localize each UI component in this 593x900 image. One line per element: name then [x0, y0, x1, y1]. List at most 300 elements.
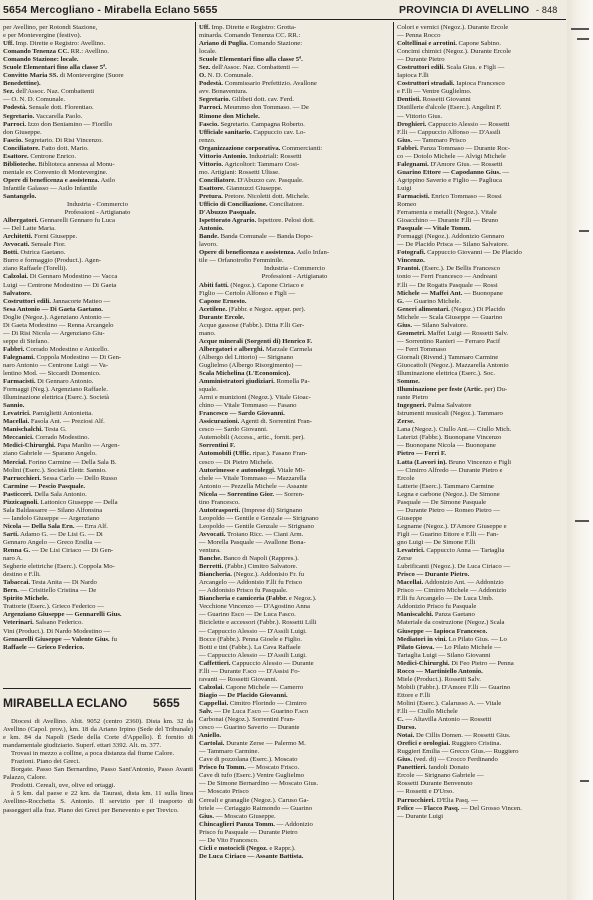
entry-line — [3, 80, 192, 88]
entry-line: Concimi chimici (Negoz.). Durante Ercole — [397, 48, 512, 56]
entry-category: Coltellinai e arrotini. — [397, 40, 457, 48]
entry-line: Antonio — Pezzella Michele — Assante — [199, 482, 308, 490]
entry-category: Fotografi. — [397, 249, 426, 257]
entry-category: Salvatore. — [3, 289, 32, 297]
entry-category: Pretura. — [199, 192, 223, 200]
entry-line: Albergatori e alberghi. Marzale Carmela — [199, 345, 313, 353]
entry-line: Vittorio. Agricoltori: Tammaro Cosi- — [199, 160, 300, 168]
header-right: PROVINCIA DI AVELLINO — [399, 4, 530, 16]
entry-category: Tabaccai. — [3, 579, 31, 587]
entry-line: Biblioteche. Biblioteca annessa al Monu- — [3, 160, 115, 168]
entry-line — [199, 732, 390, 740]
entry-line: Opere di beneficenza e assistenza. Asilo — [3, 176, 116, 184]
entry-line: — Ferri Tommaso — [397, 345, 447, 353]
entry-line: Convitto Maria SS. di Montevergine (Suore — [3, 72, 124, 80]
entry-category: Autotrasporti. — [199, 506, 241, 514]
entry-category: Gius. — [199, 812, 215, 820]
entry-line — [199, 314, 390, 322]
entry-category: Giuseppe — Iapioca Francesco. — [397, 627, 488, 635]
entry-line: Gius. — Moscato Giuseppe. — [199, 812, 276, 820]
entry-category: Gius. — [397, 321, 413, 329]
entry-category: Vittorio. — [199, 160, 224, 168]
entry-category: Orefici e orologiai. — [397, 740, 451, 748]
entry-line: Sarti. Adamo G. — De Lisi G. — Di — [3, 530, 103, 538]
entry-line: Illuminazione elettrica (Eserc.). Soc. — [397, 370, 496, 378]
section-number: 5655 — [153, 696, 180, 710]
entry-line: Illuminazione per feste (Artic. per) Du- — [397, 386, 508, 394]
entry-line: Geometri. Maffei Luigi — Rossetti Salv. — [397, 329, 509, 337]
entry-category: Berretti. — [199, 563, 224, 571]
entry-line: Uff. Imp. Dirette e Registro: Avellino. — [3, 40, 106, 48]
entry-category: Parrucchieri. — [3, 474, 42, 482]
entry-line: Ingegneri. Palma Salvatore — [397, 402, 472, 410]
entry-category: Acetilene. — [199, 305, 228, 313]
page-number: - 848 — [536, 5, 558, 15]
entry-category: Sorrentini F. — [199, 442, 236, 450]
entry-line: Parroci. Meummo don Tommaso. — De — [199, 104, 309, 112]
entry-line: — De Simone Bernardino — Moscato Gius. — [199, 780, 319, 788]
entry-category: Segretario. — [199, 96, 231, 104]
entry-category: Assicurazioni. — [199, 418, 240, 426]
entry-line: Laterizi (Fabbr.). Buonopane Vincenzo — [397, 434, 502, 442]
entry-line: — Vittorio Gius. — [397, 112, 442, 120]
entry-line — [3, 306, 192, 314]
column-rule — [393, 22, 394, 900]
entry-line: lavoro. — [199, 241, 218, 249]
entry-line: Romeo — [397, 201, 417, 209]
entry-line — [3, 644, 192, 652]
entry-line: Gius. — Tammaro Prisco — [397, 136, 466, 144]
entry-line — [397, 571, 565, 579]
entry-line: Ispettorato Agrario. Ispettore. Pelosi dott. — [199, 217, 315, 225]
entry-line: O. N. D. Comunale. — [199, 72, 254, 80]
entry-line: Generi alimentari. (Negoz.) Di Placido — [397, 305, 506, 313]
entry-line: Notai. De Cillis Domen. — Rossetti Gius. — [397, 732, 511, 740]
entry-line: Vecchione Vincenzo — D'Agostino Anna — [199, 603, 310, 611]
entry-line: Lubrificanti (Negoz.). De Luca Ciriaco — — [397, 563, 511, 571]
entry-category: Autorimesse e autonoleggi. — [199, 466, 276, 474]
entry-line: Ufficio di Conciliazione. Conciliatore. — [199, 201, 304, 209]
entry-category: Prisco fu Tomm. — [199, 764, 246, 772]
entry-line: — Buonopane Nicola — Buonopane — [397, 442, 496, 450]
entry-line — [3, 56, 192, 64]
entry-category: Somme. — [397, 378, 420, 386]
entry-category: Durso. — [397, 724, 417, 732]
entry-category: Farmacisti. — [397, 192, 430, 200]
entry-line: Medici-Chirurghi. Di Feo Pietro — Penna — [397, 659, 514, 667]
entry-line: naro Antonio — Centrone Luigi — Va- — [3, 361, 109, 369]
entry-line: Parrucchieri. D'Elia Pasq. — — [397, 796, 478, 804]
entry-category: Albergatori. — [3, 217, 39, 225]
entry-line: tonio — Ferri Francesco — Andreani — [397, 273, 498, 281]
entry-category: Pizzicagnoli. — [3, 498, 39, 506]
entry-line: Uff. Imp. Dirette e Registro: Grotta- — [199, 24, 297, 31]
entry-line: Nicola — Sorrentino Gior. — Sorren- — [199, 490, 305, 498]
entry-line: Macellai. Fasola Ant. — Preziosi Alf. — [3, 418, 105, 426]
entry-category: Uff. — [199, 24, 210, 31]
entry-line: cesco — Sardo Giovanni. — [199, 426, 268, 434]
entry-line: Latta (Lavori in). Bruno Vincenzo e Figli — [397, 458, 512, 466]
entry-category: Vincenzo. — [397, 257, 425, 265]
entry-line: Levatrici. Pamiglietti Antonietta. — [3, 410, 93, 418]
entry-category: Durante Ercole. — [199, 313, 245, 321]
entry-category: Avvocati. — [3, 241, 30, 249]
entry-category: Macellai. — [397, 579, 424, 587]
entry-category: Ufficiale sanitario. — [199, 128, 252, 136]
entry-line: minarda. Comando Tenenza CC. RR.: — [199, 32, 301, 40]
entry-line: Acetilene. (Fabbr. e Negoz. appar. per). — [199, 305, 306, 313]
entry-line: Guarino Ettore — Capodanno Gius. — — [397, 168, 510, 176]
entry-category: Panettieri. — [397, 764, 427, 772]
column-middle — [199, 24, 390, 898]
entry-line: Biancheria. (Negoz.). Addonisio Fr. fu — [199, 571, 305, 579]
entry-line: Comando Tenenza CC. RR.: Avellino. — [3, 48, 109, 56]
entry-category: Cicli e motocicli (Negoz. — [199, 844, 268, 852]
entry-line — [397, 450, 565, 458]
entry-line: Mobili (Fabbr.). D'Amore F.lli — Guarino — [397, 683, 511, 691]
entry-category: Falegnami. — [3, 353, 35, 361]
entry-line: Fotografi. Cappuccio Giovanni — De Placido — [397, 249, 522, 257]
entry-line: Frantoi. (Eserc.). De Bellis Francesco — [397, 265, 501, 273]
entry-line: Pretura. Pretore. Nicoletti dott. Michele. — [199, 192, 310, 200]
entry-category: Ingegneri. — [397, 402, 427, 410]
entry-line: Ufficiale sanitario. Cappuccio cav. Lo- — [199, 128, 306, 136]
entry-line: — Cimirro Alfredo — Durante Pietro e — [397, 466, 503, 474]
entry-line: Michele — Maffei Ant. — Buonopane — [397, 289, 503, 297]
entry-line: — Durante Pietro — Romeo Pietro — — [397, 506, 500, 514]
entry-category: Meccanici. — [3, 434, 34, 442]
entry-line: — De Placido Prisca — Silano Salvatore. — [397, 241, 509, 249]
entry-category: Geometri. — [397, 329, 426, 337]
entry-line: Di Gaeta Modestino — Renna Arcangelo — [3, 321, 114, 329]
entry-line: Molini (Eserc.). Società Elettr. Sannio. — [3, 466, 107, 474]
column-right — [397, 24, 565, 898]
entry-line — [3, 611, 192, 619]
entry-line: Veterinari. Salsano Federico. — [3, 619, 83, 627]
entry-line: Dentisti. Rossetti Giovanni — [397, 96, 471, 104]
entry-category: Guarino Ettore — Capodanno Gius. — [397, 168, 501, 176]
column-rule — [195, 22, 196, 900]
entry-line: lentino Mod. — Siccardi Domenico. — [3, 370, 101, 378]
entry-category: Gius. — [397, 756, 413, 764]
entry-line: Legna e carbone (Negoz.). De Simone — [397, 490, 500, 498]
entry-line: Maniscalchi. Panza Gaetano — [397, 611, 475, 619]
entry-line: Istrumenti musicali (Negoz.). Tammaro — [397, 410, 503, 418]
entry-line: — Durante Luigi — [397, 812, 444, 820]
description-paragraph: Diocesi di Avellino. Abit. 9052 (centro 2360). Dista km. 32 da Avellino (Capol. prov.), km. 18 da Ariano Irpino (Sede del Tribunale) e km. 84 da Napoli (Sede della Corte d'Appello). È fornito di mandamentale giudiziario. Superf. ettari 3392. Alt. m. 377. — [3, 718, 193, 750]
entry-line: Meccanici. Corrado Modestino. — [3, 434, 90, 442]
entry-category: Frantoi. — [397, 265, 421, 273]
entry-category: Spirito Michele. — [3, 595, 49, 603]
entry-category: Argenziano Giuseppe — Gennarelli Gius. — [3, 611, 122, 619]
entry-category: Calzolai. — [3, 273, 29, 281]
entry-category: Manischalchi. — [3, 426, 43, 434]
entry-category: Fascio. — [3, 136, 23, 144]
entry-line: — Sorrentino Ranieri — Ferraro Pacif — [397, 337, 501, 345]
entry-line: Materiale da costruzione (Negoz.) Scala — [397, 619, 505, 627]
entry-category: Latta (Lavori in). — [397, 458, 447, 466]
entry-line: Gennarelli Giuseppe — Valente Gius. fu — [3, 635, 117, 643]
entry-line: Carbonai (Negoz.). Sorrentini Fran- — [199, 716, 296, 724]
entry-line: ravanti — Rossetti Giovanni. — [199, 675, 278, 683]
entry-category: Mercial. — [3, 458, 27, 466]
entry-category: Fascio. — [199, 120, 219, 128]
entry-line: Molini (Eserc.). Calarusso A. — Vitale — [397, 699, 502, 707]
entry-line: Nicola — Della Sala Ern. — Erra Alf. — [3, 522, 108, 530]
entry-category: Nicola — Sorrentino Gior. — [199, 490, 275, 498]
entry-line — [199, 209, 390, 217]
entry-line: Latterie (Eserc.). Tammaro Carmine — [397, 482, 494, 490]
entry-line: Gioacchino — Durante F.lli — Bruno — [397, 217, 499, 225]
section-description — [3, 718, 193, 815]
entry-line: Falegnami. Coppola Modestino — Di Gen- — [3, 353, 122, 361]
entry-category: Michele — Maffei Ant. — [397, 289, 463, 297]
entry-line: Cappellai. Cimitro Florindo — Cimirro — [199, 699, 307, 707]
entry-line: — O. N. D. Comunale. — [3, 96, 66, 104]
entry-line — [199, 692, 390, 700]
entry-category: Convitto Maria SS. — [3, 72, 59, 80]
entry-line: Ercole — Sirignano Gabriele — — [397, 772, 484, 780]
entry-category: Renna G. — [3, 547, 31, 555]
entry-line: Levatrici. Cappuccio Anna — Tartaglia — [397, 547, 505, 555]
edge-mark — [575, 520, 589, 522]
entry-line: destino e F.lli. — [3, 571, 41, 579]
entry-line: Prisco fu Tomm. — Moscato Frisco. — [199, 764, 300, 772]
entry-category: Scuole Elementari fino alla classe 5ª. — [199, 56, 303, 64]
entry-category: Antonio. — [199, 225, 224, 233]
entry-line: Botti e tini (Fabbr.). La Cava Raffaele — [199, 643, 301, 651]
entry-line — [397, 724, 565, 732]
entry-line: tino Francesco. — [199, 498, 240, 506]
entry-line: C. — Altavilla Antonio — Rossetti — [397, 716, 492, 724]
entry-line: (Albergo del Littorio) — Sirignano — [199, 353, 294, 361]
entry-line — [199, 56, 390, 64]
entry-line — [199, 853, 390, 861]
entry-category: Opere di beneficenza e assistenza. — [199, 249, 296, 257]
entry-line: — Di Risi Nicola — Argenziano Giu- — [3, 329, 105, 337]
entry-line: Leopoldo — Gentile Genzale — Sirignano — [199, 522, 314, 530]
entry-line: avv. Bonaventura. — [199, 88, 248, 96]
entry-line: Pasquale — De Simone Pasquale — [397, 498, 487, 506]
entry-category: Avvocati. — [199, 530, 226, 538]
entry-line: Legname (Negoz.). D'Amore Giuseppe e — [397, 522, 507, 530]
entry-category: Podestà. — [3, 104, 27, 112]
entry-line: Biciclette e accessori (Fabbr.). Rossetti Lilli — [199, 619, 317, 627]
entry-line: Acque gassose (Fabbr.). Ditta F.lli Ger- — [199, 321, 305, 329]
entry-line: — Guarino Esco — De Luca Fasco. — [199, 611, 296, 619]
entry-category: Conciliatore. — [3, 144, 40, 152]
entry-line: naro A. — [3, 555, 23, 563]
description-paragraph: à 5 km. dal paese e 22 km. da Taurasi, dista km. 11 sulla linea Avellino-Rocchetta S. Antonio. Il servizio per il trasporto di passeggeri alla fraz. Piano dei Greci per Benevento e per Trevico. — [3, 790, 193, 814]
entry-category: Rimone don Michele. — [199, 112, 260, 120]
entry-line: Fascio. Segretario. Di Risi Vincenzo. — [3, 136, 103, 144]
entry-line: Ettore e F.lli — [397, 691, 431, 699]
entry-line: Podestà. Commissario Prefettizio. Avallone — [199, 80, 317, 88]
entry-line: F.lli fu Arcangelo — De Luca Umb. — [397, 595, 494, 603]
entry-line: Sez. dell'Assoc. Naz. Combattenti — [3, 88, 95, 96]
section-title — [3, 696, 193, 710]
entry-line: Figlio — Certolo Alfonso e Figli — — [199, 289, 296, 297]
entry-line — [3, 290, 192, 298]
entry-line: Farmacisti. Enrico Tommaso — Rossi — [397, 192, 502, 200]
entry-line: Conciliatore. D'Abuzzo cav. Pasquale. — [199, 176, 304, 184]
entry-line: Droghieri. Cappuccio Alessio — Rossetti — [397, 120, 510, 128]
entry-category: Prisco — Durante Pietro. — [397, 571, 470, 579]
entry-category: Esattore. — [3, 152, 29, 160]
entry-category: Pietro — Ferri F. — [397, 450, 447, 458]
entry-line: Ercole — [397, 474, 415, 482]
scan-edge — [567, 0, 593, 900]
entry-line: Luigi — [397, 184, 412, 192]
edge-mark — [571, 28, 589, 30]
entry-category: O. — [199, 72, 206, 80]
entry-category: Capone Ernesto. — [199, 297, 247, 305]
entry-line: rante Pietro — [397, 394, 429, 402]
entry-line: Pilato Giova. — Lo Pilato Michele — — [397, 643, 501, 651]
entry-category: Bern. — [3, 587, 19, 595]
entry-line: Prisco fu Pasquale — Durante Pietro — [199, 828, 298, 836]
entry-line: Autotrasporti. (Imprese di) Sirignano — [199, 506, 303, 514]
edge-mark — [579, 230, 589, 232]
entry-category: Pilato Giova. — [397, 643, 435, 651]
entry-line: Vini (Product.). Di Nardo Modestino — — [3, 627, 111, 635]
entry-line: F.lli — De Rogatis Pasquale — Rossi — [397, 281, 498, 289]
entry-line: F.lli — Cappuccio Alfonso — D'Assili — [397, 128, 501, 136]
subheading: Professioni - Artigianato — [64, 209, 131, 217]
description-paragraph: Frazioni. Piano dei Greci. — [11, 758, 80, 766]
entry-line: cesco — Di Pietro Michele. — [199, 458, 274, 466]
entry-line: Cereali e granaglie (Negoz.). Caruso Ga- — [199, 796, 309, 804]
entry-category: Benedettine). — [3, 80, 41, 88]
entry-line — [199, 338, 390, 346]
entry-line: locale. — [199, 48, 217, 56]
entry-category: Aniello. — [199, 732, 222, 740]
entry-line: Bocce (Fabbr.). Penna Gioele e Figlio. — [199, 635, 302, 643]
description-paragraph: Borgate. Passo San Bernardino, Passo Sant'Antonio, Passo Avanti Palazzo, Calore. — [3, 766, 193, 782]
entry-category: Calzolai. — [199, 683, 225, 691]
entry-line: mano. — [199, 329, 216, 337]
entry-category: Parroci. — [199, 104, 223, 112]
entry-line: Banche. Banco di Napoli (Rappres.). — [199, 555, 299, 563]
entry-line — [3, 402, 192, 410]
entry-line: Assicurazioni. Agenti di. Sorrentini Fran- — [199, 418, 312, 426]
entry-line: — Addonisio Prisco fu Pasquale. — [199, 587, 288, 595]
entry-category: Medici-Chirurghi. — [3, 442, 56, 450]
entry-line: ziano Gabriele — Sparano Angelo. — [3, 450, 97, 458]
entry-line: renzo. — [199, 136, 216, 144]
header-rule — [0, 19, 566, 20]
entry-line: Fabbri. Corrado Modestino e Anicello. — [3, 345, 109, 353]
entry-category: Pasquale — Vitale Tomm. — [397, 225, 471, 233]
entry-line: mo. Artigiani: Rossetti Ulisse. — [199, 168, 280, 176]
entry-line: Conciliatore. Fatto dott. Mario. — [3, 144, 89, 152]
entry-line — [199, 442, 390, 450]
entry-category: Generi alimentari. — [397, 305, 450, 313]
entry-category: De Luca Ciriaco — Assante Battista. — [199, 852, 304, 860]
entry-line: Vittorio Antonio. Industriali: Rossetti — [199, 152, 302, 160]
entry-line: Renna G. — De Lisi Ciriaco — Di Gen- — [3, 547, 114, 555]
entry-category: Banche. — [199, 555, 222, 563]
entry-category: Sez. — [199, 64, 211, 72]
entry-line: Botti. Ostrica Gaetano. — [3, 249, 66, 257]
entry-category: Parroci. — [3, 120, 27, 128]
entry-line: Segherie elettriche (Eserc.). Coppola Mo- — [3, 563, 115, 571]
entry-line: Prisco — Cimirro Michele — Addonizio — [397, 587, 507, 595]
entry-category: Gennarelli Giuseppe — Valente Gius. — [3, 635, 110, 643]
entry-line — [397, 628, 565, 636]
entry-line: Biancheria e camiceria (Fabbr. e Negoz.). — [199, 595, 317, 603]
entry-line: Armi e munizioni (Negoz.). Vitale Gioac- — [199, 394, 311, 402]
entry-line: Parrucchieri. Sessa Carlo — Dello Russo — [3, 474, 118, 482]
entry-line: cesco — Guarino Saverio — Durante — [199, 724, 300, 732]
description-paragraph: Trovasi in mezzo a colline, a poca distanza dal fiume Calore. — [11, 750, 175, 758]
entry-category: Rocco — Martiniello Antonio. — [397, 667, 483, 675]
entry-category: Pasticceri. — [3, 490, 33, 498]
entry-line: Giuseppe — [397, 514, 423, 522]
entry-line: — Rossetti e D'Urso. — [397, 788, 454, 796]
entry-line: Autemobili (Access., artic., fornit. per). — [199, 434, 305, 442]
entry-category: Biancheria e camiceria (Fabbr. — [199, 595, 288, 603]
entry-line: — Iandolo Giuseppe — Argenziano — [3, 514, 100, 522]
entry-category: Cappellai. — [199, 699, 229, 707]
entry-category: Caffettieri. — [199, 659, 231, 667]
entry-category: Costruttori stradali. — [397, 80, 455, 88]
entry-line: Tartaglia Luigi — Silano Giovanni — [397, 651, 491, 659]
entry-line: Giuocattoli (Negoz.). Mazzarella Antonio — [397, 361, 509, 369]
column-left — [3, 24, 192, 694]
entry-line: mentale ex Convento di Montevergine. — [3, 168, 108, 176]
entry-line: Pizzicagnoli. Lattonico Giuseppe — Della — [3, 498, 118, 506]
entry-line: tile — Orfanotrofio Femminile. — [199, 257, 284, 265]
entry-category: Esattore. — [199, 184, 225, 192]
entry-line — [199, 298, 390, 306]
entry-category: Cartolai. — [199, 740, 225, 748]
entry-line: Guglielmo (Albergo Risorgimento) — — [199, 361, 302, 369]
entry-line: chele — Vitale Tommaso — Mazzarella — [199, 474, 307, 482]
subheading: Industria - Commercio — [264, 265, 325, 273]
entry-line: Avvocati. Sensale Fior. — [3, 241, 66, 249]
subheading: Industria - Commercio — [67, 201, 128, 209]
entry-line: Arcangelo — Addonisio F.lli fu Frisco — [199, 579, 303, 587]
entry-line: per Avellino, per Rotondi Stazione, — [3, 24, 98, 31]
entry-line — [199, 113, 390, 121]
entry-category: Costruttori edili. — [3, 297, 51, 305]
entry-category: Levatrici. — [397, 547, 425, 555]
entry-category: Ariano di Puglia. — [199, 40, 248, 48]
entry-line: Gennaro Angelo — Greco Ersilia — — [3, 539, 101, 546]
entry-line: Farmacisti. Di Gennaro Antonio. — [3, 378, 94, 386]
entry-line: Costruttori edili. Scala Gius. e Figli — — [397, 64, 505, 72]
entry-line: — Cappuccio Alessio — D'Assili Luigi. — [199, 627, 307, 635]
entry-line: Segretario. Gilibeti dott. cav. Ferd. — [199, 96, 294, 104]
entry-category: Scala Michelina (L'Economico). — [199, 370, 291, 378]
entry-line — [3, 193, 192, 201]
entry-line: Sala Baldassarre — Silano Alfonsina — [3, 506, 103, 514]
entry-category: Sannio. — [3, 402, 25, 410]
entry-line: ventura. — [199, 547, 221, 555]
page-header — [0, 2, 565, 18]
entry-category: Raffaele — Grieco Federico. — [3, 643, 85, 651]
entry-category: Segretario. — [3, 112, 35, 120]
entry-line: chino — Vitale Tommaso — Fasano — [199, 402, 297, 410]
entry-line: Lana (Negoz.). Ciullo Ant.— Ciullo Mich. — [397, 426, 512, 434]
entry-line: Organizzazione corporativa. Commercianti: — [199, 144, 323, 152]
entry-line: Segretario. Vaccarella Paolo. — [3, 112, 83, 120]
entry-line: Giornali (Rivend.) Tammaro Carmine — [397, 353, 499, 361]
entry-line: Costruttori stradali. Iapioca Francesco — [397, 80, 505, 88]
entry-category: Opere di beneficenza e assistenza. — [3, 176, 100, 184]
entry-line: Miele (Product.). Rossetti Salv. — [397, 675, 481, 683]
